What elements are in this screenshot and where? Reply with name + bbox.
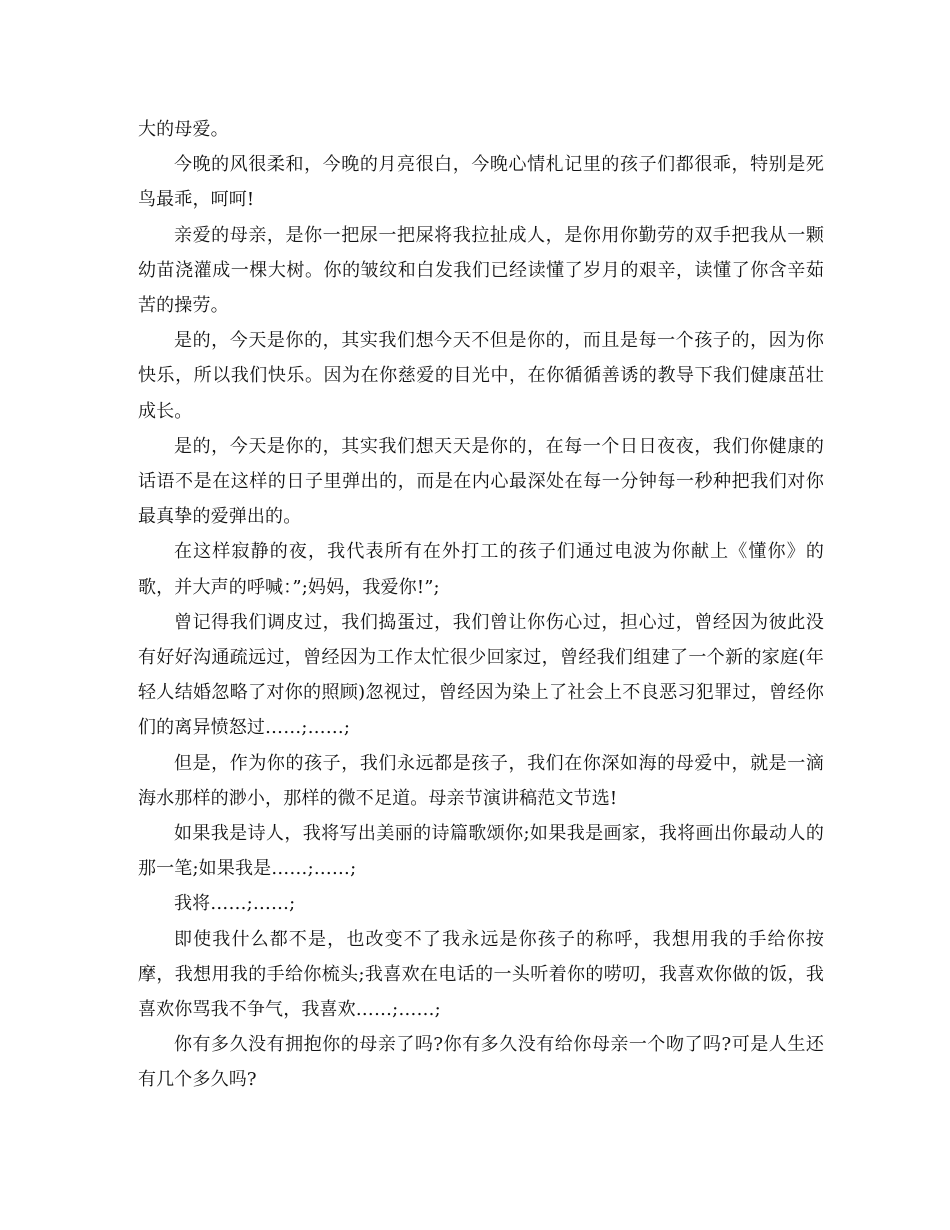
paragraph-8: 但是，作为你的孩子，我们永远都是孩子，我们在你深如海的母爱中，就是一滴海水那样的渺小，那样的微不足道。母亲节演讲稿范文节选! <box>138 752 824 809</box>
paragraph-11: 即使我什么都不是，也改变不了我永远是你孩子的称呼，我想用我的手给你按摩，我想用我的手给你梳头;我喜欢在电话的一头听着你的唠叨，我喜欢你做的饭，我喜欢你骂我不争气，我喜欢……;……; <box>138 928 824 1021</box>
paragraph-9: 如果我是诗人，我将写出美丽的诗篇歌颂你;如果我是画家，我将画出你最动人的那一笔;如果我是……;……; <box>138 823 824 880</box>
paragraph-2: 今晚的风很柔和，今晚的月亮很白，今晚心情札记里的孩子们都很乖，特别是死鸟最乖，呵呵! <box>138 154 824 211</box>
paragraph-10: 我将……;……; <box>174 893 296 915</box>
paragraph-5: 是的，今天是你的，其实我们想天天是你的，在每一个日日夜夜，我们你健康的话语不是在这样的日子里弹出的，而是在内心最深处在每一分钟每一秒种把我们对你最真挚的爱弹出的。 <box>138 435 824 528</box>
paragraph-6: 在这样寂静的夜，我代表所有在外打工的孩子们通过电波为你献上《懂你》的歌，并大声的呼喊：”;妈妈，我爱你!”; <box>138 541 824 598</box>
paragraph-12: 你有多久没有拥抱你的母亲了吗?你有多久没有给你母亲一个吻了吗?可是人生还有几个多久吗? <box>138 1034 824 1091</box>
paragraph-4: 是的，今天是你的，其实我们想今天不但是你的，而且是每一个孩子的，因为你快乐，所以我们快乐。因为在你慈爱的目光中，在你循循善诱的教导下我们健康茁壮成长。 <box>138 330 824 422</box>
document-body <box>138 112 824 1098</box>
paragraph-1: 大的母爱。 <box>138 119 229 140</box>
paragraph-7: 曾记得我们调皮过，我们捣蛋过，我们曾让你伤心过，担心过，曾经因为彼此没有好好沟通疏远过，曾经因为工作太忙很少回家过，曾经我们组建了一个新的家庭(年轻人结婚忽略了对你的照顾)忽视过，曾经因为染上了社会上不良恶习犯罪过，曾经你们的离异愤怒过……;……; <box>138 611 824 739</box>
paragraph-3: 亲爱的母亲，是你一把尿一把屎将我拉扯成人，是你用你勤劳的双手把我从一颗幼苗浇灌成一棵大树。你的皱纹和白发我们已经读懂了岁月的艰辛，读懂了你含辛茹苦的操劳。 <box>138 224 824 317</box>
